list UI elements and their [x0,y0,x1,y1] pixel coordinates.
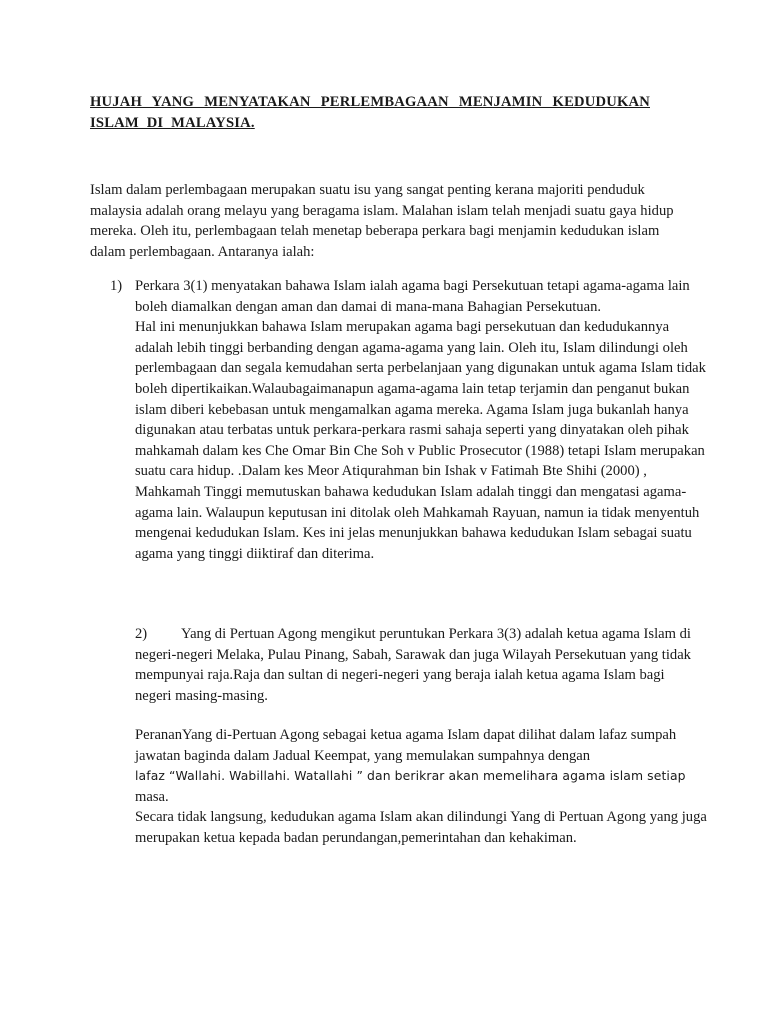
intro-paragraph: Islam dalam perlembagaan merupakan suatu isu yang sangat penting kerana majoriti penduduk malaysia adalah orang melayu yang beragama islam. Malahan islam telah menjadi suatu gaya hidup mereka. Oleh itu, perlembagaan telah menetap beberapa perkara bagi menjamin kedudukan islam dalam perlembagaan. Antaranya ialah: [90,182,674,260]
heading-line-1: HUJAH YANG MENYATAKAN PERLEMBAGAAN MENJAMIN KEDUDUKAN [90,94,650,110]
item-3-block [135,725,725,849]
item-1-block [135,276,710,564]
item-3-after-oath: masa. [135,788,169,805]
item-3-oath: lafaz “Wallahi. Wabillahi. Watallahi ” dan berikrar akan memelihara agama islam setiap [135,768,686,784]
item-1-body: Hal ini menunjukkan bahawa Islam merupakan agama bagi persekutuan dan kedudukannya adalah lebih tinggi berbanding dengan agama-agama yang lain. Oleh itu, Islam dilindungi oleh perlembagaan dan segala kemudahan serta perbelanjaan yang digunakan untuk agama Islam tidak boleh dipertikaikan.Walaubagaimanapun agama-agama lain tetap terjamin dan penganut bukan islam diberi kebebasan untuk mengamalkan agama mereka. Agama Islam juga bukanlah hanya digunakan atau terbatas untuk perkara-perkara rasmi sahaja seperti yang dinyatakan oleh pihak mahkamah dalam kes Che Omar Bin Che Soh v Public Prosecutor (1988) tetapi Islam merupakan suatu cara hidup. .Dalam kes Meor Atiqurahman bin Ishak v Fatimah Bte Shihi (2000) , Mahkamah Tinggi memutuskan bahawa kedudukan Islam adalah tinggi dan mengatasi agama-agama lain. Walaupun keputusan ini ditolak oleh Mahkamah Rayuan, namun ia tidak menyentuh mengenai kedudukan Islam. Kes ini jelas menunjukkan bahawa kedudukan Islam sebagai suatu agama yang tinggi diiktiraf dan diterima. [135,319,706,562]
item-2-block [135,624,695,706]
item-3-lead: PerananYang di-Pertuan Agong sebagai ketua agama Islam dapat dilihat dalam lafaz sumpah jawatan baginda dalam Jadual Keempat, yang memulakan sumpahnya dengan [135,727,677,764]
item-1-lead: Perkara 3(1) menyatakan bahawa Islam ialah agama bagi Persekutuan tetapi agama-agama lain boleh diamalkan dengan aman dan damai di mana-mana Bahagian Persekutuan. [135,278,690,315]
document-heading [90,92,650,134]
item-1-number: 1) [110,278,123,294]
heading-period: . [250,115,255,131]
heading-line-2: ISLAM DI MALAYSIA [90,115,251,131]
item-2-text: Yang di Pertuan Agong mengikut peruntukan Perkara 3(3) adalah ketua agama Islam di negeri-negeri Melaka, Pulau Pinang, Sabah, Sarawak dan juga Wilayah Persekutuan yang tidak mempunyai raja.Raja dan sultan di negeri-negeri yang beraja ialah ketua agama Islam bagi negeri masing-masing. [135,626,691,704]
item-3-closing: Secara tidak langsung, kedudukan agama Islam akan dilindungi Yang di Pertuan Agong yang juga merupakan ketua kepada badan perundangan,pemerintahan dan kehakiman. [135,809,707,846]
item-2-number: 2) [135,626,148,642]
